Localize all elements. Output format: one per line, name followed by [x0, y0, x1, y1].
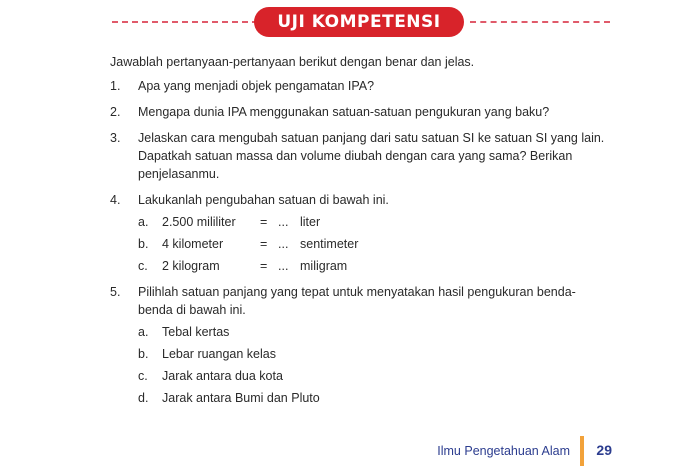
object-text: Tebal kertas [162, 325, 230, 339]
question-1 [110, 77, 605, 95]
item-letter: b. [138, 237, 149, 251]
object-text: Jarak antara Bumi dan Pluto [162, 391, 320, 405]
question-number: 1. [110, 79, 121, 93]
item-letter: a. [138, 325, 149, 339]
item-letter: c. [138, 259, 148, 273]
section-title-badge: UJI KOMPETENSI [254, 7, 464, 37]
question-4 [110, 191, 605, 275]
conversion-item [138, 213, 605, 231]
conversion-list [138, 213, 605, 275]
equals-sign: = [260, 237, 268, 251]
question-2 [110, 103, 605, 121]
section-header [0, 7, 700, 37]
question-text: Apa yang menjadi objek pengamatan IPA? [138, 79, 375, 93]
measurement-object-item [138, 367, 605, 385]
measurement-object-list [138, 323, 605, 407]
question-5 [110, 283, 605, 407]
measurement-object-item [138, 389, 605, 407]
book-title: Ilmu Pengetahuan Alam [437, 444, 570, 458]
conversion-item [138, 257, 605, 275]
question-number: 5. [110, 285, 121, 299]
question-3 [110, 129, 605, 183]
instructions: Jawablah pertanyaan-pertanyaan berikut dengan benar dan jelas. [110, 55, 475, 69]
item-letter: b. [138, 347, 149, 361]
question-text: Lakukanlah pengubahan satuan di bawah ini. [138, 193, 389, 207]
blank-dots: ... [278, 215, 289, 229]
target-unit: liter [300, 215, 321, 229]
conversion-amount: 4 kilometer [162, 237, 224, 251]
question-text: Jelaskan cara mengubah satuan panjang dari satu satuan SI ke satuan SI yang lain. Dapatkah satuan massa dan volume diubah dengan cara yang sama? Berikan penjelasanmu. [138, 131, 605, 181]
page-number: 29 [596, 442, 612, 458]
equals-sign: = [260, 215, 268, 229]
question-list [110, 77, 605, 407]
conversion-item [138, 235, 605, 253]
measurement-object-item [138, 345, 605, 363]
question-number: 3. [110, 131, 121, 145]
blank-dots: ... [278, 259, 289, 273]
item-letter: c. [138, 369, 148, 383]
object-text: Jarak antara dua kota [162, 369, 283, 383]
question-text: Pilihlah satuan panjang yang tepat untuk menyatakan hasil pengukuran benda-benda di bawah ini. [138, 285, 576, 317]
measurement-object-item [138, 323, 605, 341]
question-number: 2. [110, 105, 121, 119]
conversion-amount: 2 kilogram [162, 259, 220, 273]
item-letter: d. [138, 391, 149, 405]
footer-accent-bar [580, 436, 584, 466]
exercise-content [110, 55, 605, 415]
header-dashed-line-left [112, 21, 258, 23]
question-number: 4. [110, 193, 121, 207]
question-text: Mengapa dunia IPA menggunakan satuan-satuan pengukuran yang baku? [138, 105, 550, 119]
blank-dots: ... [278, 237, 289, 251]
conversion-amount: 2.500 mililiter [162, 215, 236, 229]
object-text: Lebar ruangan kelas [162, 347, 276, 361]
header-dashed-line-right [470, 21, 610, 23]
target-unit: sentimeter [300, 237, 359, 251]
equals-sign: = [260, 259, 268, 273]
item-letter: a. [138, 215, 149, 229]
target-unit: miligram [300, 259, 348, 273]
